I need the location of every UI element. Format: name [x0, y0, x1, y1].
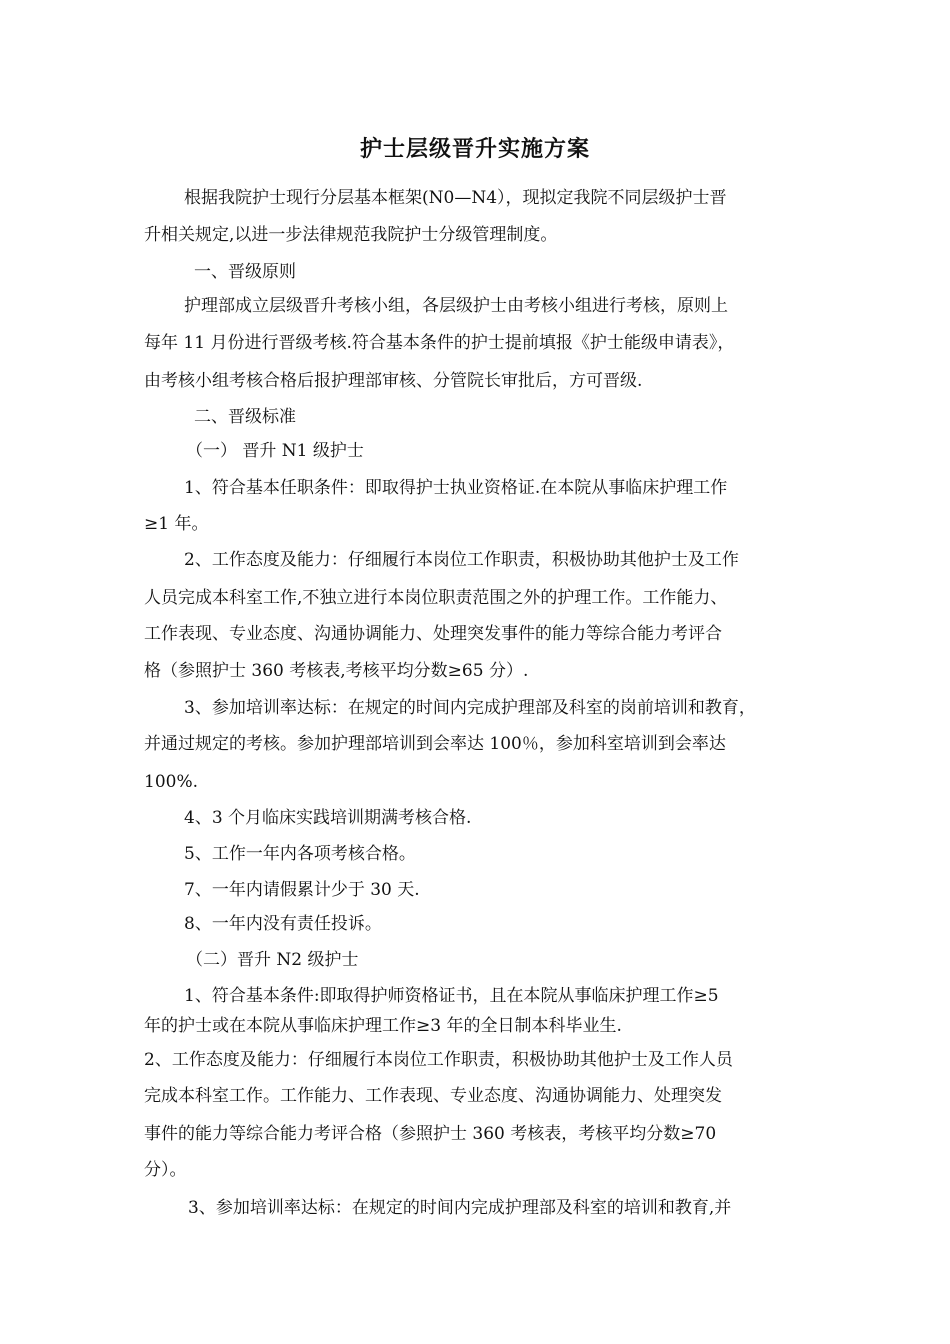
- paragraph-line: 100%.: [144, 772, 199, 792]
- paragraph-line: 每年 11 月份进行晋级考核.符合基本条件的护士提前填报《护士能级申请表》，: [144, 333, 735, 353]
- paragraph-line: 5、工作一年内各项考核合格。: [184, 844, 416, 864]
- paragraph-line: 3、参加培训率达标：在规定的时间内完成护理部及科室的岗前培训和教育，: [184, 698, 756, 718]
- paragraph-line: 7、一年内请假累计少于 30 天.: [184, 880, 420, 900]
- paragraph-line: ≥1 年。: [144, 514, 209, 534]
- section-heading: 一、晋级原则: [194, 262, 296, 282]
- paragraph-line: 2、工作态度及能力：仔细履行本岗位工作职责，积极协助其他护士及工作: [184, 550, 739, 570]
- paragraph-line: 1、符合基本任职条件：即取得护士执业资格证.在本院从事临床护理工作: [184, 478, 728, 498]
- paragraph-line: 3、参加培训率达标：在规定的时间内完成护理部及科室的培训和教育,并: [188, 1198, 732, 1218]
- paragraph-line: 4、3 个月临床实践培训期满考核合格.: [184, 808, 472, 828]
- paragraph-line: 年的护士或在本院从事临床护理工作≥3 年的全日制本科毕业生.: [144, 1016, 622, 1036]
- paragraph-line: 8、一年内没有责任投诉。: [184, 914, 382, 934]
- paragraph-line: 1、符合基本条件:即取得护师资格证书，且在本院从事临床护理工作≥5: [184, 986, 719, 1006]
- paragraph-line: 并通过规定的考核。参加护理部培训到会率达 100％，参加科室培训到会率达: [144, 734, 726, 754]
- paragraph-line: 2、工作态度及能力：仔细履行本岗位工作职责，积极协助其他护士及工作人员: [144, 1050, 733, 1070]
- paragraph-line: 工作表现、专业态度、沟通协调能力、处理突发事件的能力等综合能力考评合: [144, 624, 722, 644]
- subsection-heading: （二）晋升 N2 级护士: [186, 950, 359, 970]
- paragraph-line: 分）。: [144, 1160, 187, 1180]
- paragraph-line: 人员完成本科室工作,不独立进行本岗位职责范围之外的护理工作。工作能力、: [144, 588, 728, 608]
- paragraph-line: 护理部成立层级晋升考核小组，各层级护士由考核小组进行考核，原则上: [184, 296, 728, 316]
- paragraph-line: 由考核小组考核合格后报护理部审核、分管院长审批后，方可晋级.: [144, 371, 643, 391]
- section-heading: 二、晋级标准: [194, 407, 296, 427]
- paragraph-line: 完成本科室工作。工作能力、工作表现、专业态度、沟通协调能力、处理突发: [144, 1086, 722, 1106]
- paragraph-line: 根据我院护士现行分层基本框架(N0—N4），现拟定我院不同层级护士晋: [184, 188, 727, 208]
- paragraph-line: 升相关规定,以进一步法律规范我院护士分级管理制度。: [144, 225, 558, 245]
- subsection-heading: （一） 晋升 N1 级护士: [186, 441, 364, 461]
- paragraph-line: 事件的能力等综合能力考评合格（参照护士 360 考核表，考核平均分数≥70: [144, 1124, 717, 1144]
- paragraph-line: 格（参照护士 360 考核表,考核平均分数≥65 分）.: [144, 661, 529, 681]
- document-title: 护士层级晋升实施方案: [359, 136, 590, 162]
